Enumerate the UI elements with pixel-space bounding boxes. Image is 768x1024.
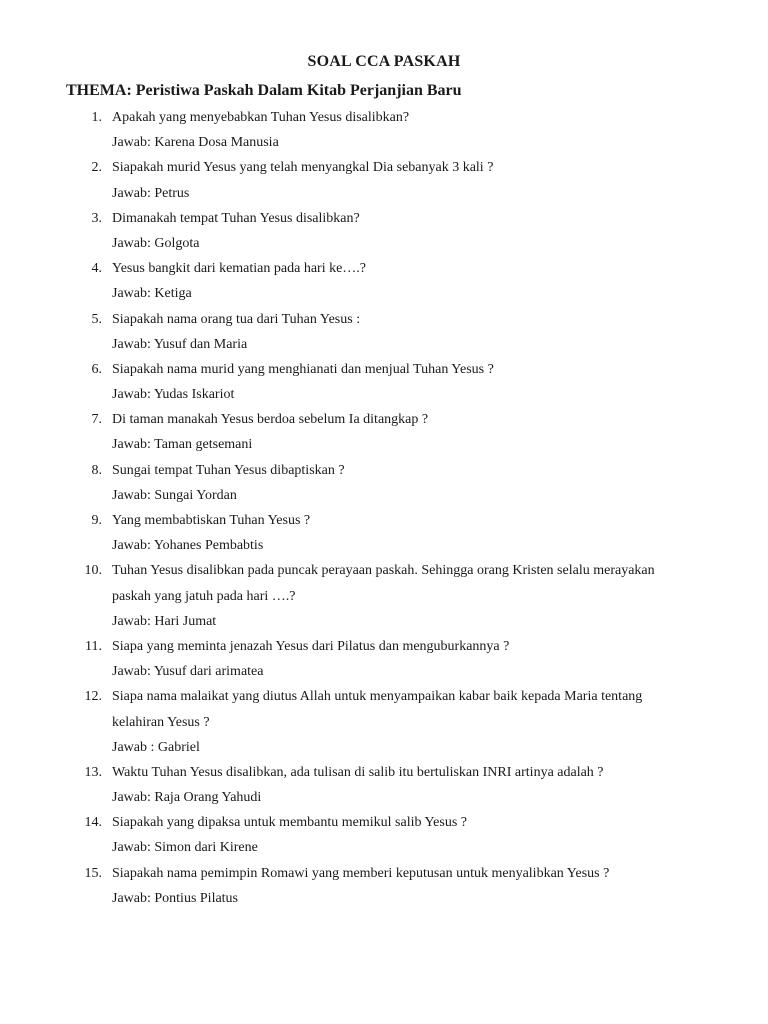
question-line [0, 562, 768, 587]
question-text: Dimanakah tempat Tuhan Yesus disalibkan? [112, 210, 360, 226]
question-line [0, 865, 768, 890]
question-number: 15. [84, 865, 102, 881]
question-item [0, 210, 768, 260]
question-text: Sungai tempat Tuhan Yesus dibaptiskan ? [112, 462, 345, 478]
question-line [0, 260, 768, 285]
question-text: Siapakah murid Yesus yang telah menyangkal Dia sebanyak 3 kali ? [112, 160, 494, 176]
answer-line [0, 487, 768, 512]
document-theme: THEMA: Peristiwa Paskah Dalam Kitab Perjanjian Baru [66, 82, 462, 99]
question-line [0, 462, 768, 487]
question-item [0, 638, 768, 688]
question-line [0, 688, 768, 713]
question-item [0, 562, 768, 638]
question-number: 3. [91, 210, 102, 226]
question-item [0, 311, 768, 361]
answer-line [0, 185, 768, 210]
question-text: paskah yang jatuh pada hari ….? [112, 588, 296, 604]
question-text: Di taman manakah Yesus berdoa sebelum Ia ditangkap ? [112, 412, 429, 428]
question-line [0, 638, 768, 663]
answer-line [0, 336, 768, 361]
question-number: 1. [91, 110, 102, 125]
question-line [0, 361, 768, 386]
answer-text: Jawab: Pontius Pilatus [112, 890, 239, 906]
question-item [0, 159, 768, 209]
question-item [0, 764, 768, 814]
answer-text: Jawab: Petrus [112, 185, 190, 201]
question-item [0, 512, 768, 562]
question-text: Siapakah yang dipaksa untuk membantu memikul salib Yesus ? [112, 815, 468, 831]
question-line [0, 311, 768, 336]
question-line [0, 714, 768, 739]
question-line [0, 814, 768, 839]
answer-text: Jawab: Golgota [112, 235, 200, 251]
document-title: SOAL CCA PASKAH [307, 53, 461, 70]
answer-text: Jawab: Yudas Iskariot [112, 387, 235, 403]
answer-line [0, 839, 768, 864]
question-text: Apakah yang menyebabkan Tuhan Yesus disalibkan? [112, 110, 410, 125]
question-text: Siapakah nama pemimpin Romawi yang memberi keputusan untuk menyalibkan Yesus ? [112, 865, 610, 881]
answer-line [0, 663, 768, 688]
question-line [0, 512, 768, 537]
answer-text: Jawab: Yohanes Pembabtis [112, 538, 264, 554]
question-item [0, 462, 768, 512]
question-item [0, 109, 768, 159]
answer-line [0, 134, 768, 159]
question-number: 9. [91, 513, 102, 528]
question-number: 6. [91, 361, 102, 377]
answer-text: Jawab: Sungai Yordan [112, 487, 237, 503]
answer-text: Jawab: Hari Jumat [112, 613, 217, 629]
question-text: Siapakah nama orang tua dari Tuhan Yesus : [112, 311, 361, 327]
answer-text: Jawab : Gabriel [112, 739, 200, 755]
answer-line [0, 739, 768, 764]
question-text: Siapakah nama murid yang menghianati dan menjual Tuhan Yesus ? [112, 361, 494, 377]
question-item [0, 260, 768, 310]
question-text: kelahiran Yesus ? [112, 714, 210, 730]
question-item [0, 411, 768, 461]
question-item [0, 688, 768, 764]
question-line [0, 764, 768, 789]
answer-text: Jawab: Simon dari Kirene [112, 840, 258, 856]
question-number: 12. [84, 689, 102, 705]
question-number: 11. [85, 638, 102, 654]
question-text: Siapa yang meminta jenazah Yesus dari Pilatus dan menguburkannya ? [112, 638, 510, 654]
question-item [0, 814, 768, 864]
answer-text: Jawab: Yusuf dan Maria [112, 336, 248, 352]
question-number: 4. [91, 261, 102, 277]
question-item [0, 865, 768, 915]
answer-line [0, 436, 768, 461]
question-number: 2. [91, 160, 102, 176]
question-number: 5. [91, 311, 102, 327]
question-number: 14. [84, 815, 102, 831]
question-line [0, 210, 768, 235]
answer-text: Jawab: Taman getsemani [112, 437, 253, 453]
question-list [0, 109, 768, 915]
question-text: Yang membabtiskan Tuhan Yesus ? [112, 513, 311, 528]
question-line [0, 588, 768, 613]
question-line [0, 159, 768, 184]
answer-line [0, 537, 768, 562]
question-text: Waktu Tuhan Yesus disalibkan, ada tulisan di salib itu bertuliskan INRI artinya adalah ? [112, 764, 604, 780]
answer-text: Jawab: Karena Dosa Manusia [112, 135, 279, 151]
answer-line [0, 789, 768, 814]
answer-text: Jawab: Ketiga [112, 286, 192, 302]
question-line [0, 109, 768, 134]
question-item [0, 361, 768, 411]
question-text: Siapa nama malaikat yang diutus Allah untuk menyampaikan kabar baik kepada Maria tentang [112, 689, 643, 705]
answer-line [0, 386, 768, 411]
question-text: Tuhan Yesus disalibkan pada puncak perayaan paskah. Sehingga orang Kristen selalu merayakan [112, 563, 655, 579]
answer-line [0, 285, 768, 310]
question-number: 13. [84, 764, 102, 780]
answer-line [0, 613, 768, 638]
question-text: Yesus bangkit dari kematian pada hari ke….? [112, 261, 367, 277]
answer-line [0, 235, 768, 260]
answer-line [0, 890, 768, 915]
answer-text: Jawab: Raja Orang Yahudi [112, 790, 262, 806]
answer-text: Jawab: Yusuf dari arimatea [112, 664, 264, 680]
question-line [0, 411, 768, 436]
question-number: 10. [84, 563, 102, 579]
question-number: 8. [91, 462, 102, 478]
question-number: 7. [91, 412, 102, 428]
